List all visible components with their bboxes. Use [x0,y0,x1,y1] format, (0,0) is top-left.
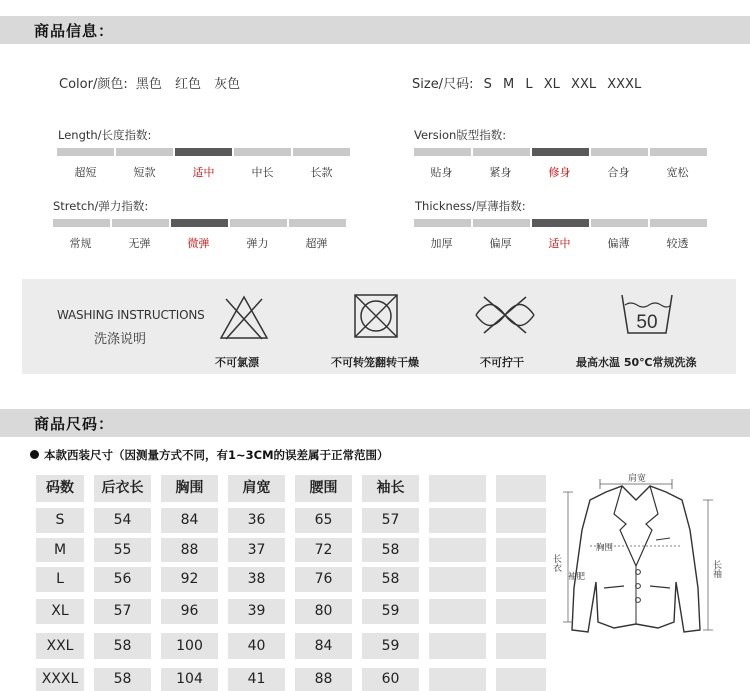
meter-bar [414,219,471,227]
table-empty-cell [429,475,486,502]
table-cell: 58 [362,538,419,562]
meter-option: 超短 [74,166,97,179]
table-header-cell: 腰围 [295,475,352,502]
meter-option: 微弹 [187,237,210,250]
size-option: S [483,77,492,92]
meter-bar [112,219,169,227]
meter-bar [414,148,471,156]
table-empty-cell [496,633,546,659]
table-header-cell: 肩宽 [228,475,285,502]
meter-option: 适中 [548,237,571,250]
no-tumble-dry-label: 不可转笼翻转干燥 [331,356,419,369]
table-cell: 84 [295,633,352,659]
thickness-meter-label: Thickness/厚薄指数: [415,199,526,213]
length-meter-bars [57,148,350,156]
jacket-diagram [550,470,726,642]
table-empty-cell [496,538,546,562]
meter-option: 加厚 [430,237,453,250]
size-note-text: 本款西装尺寸（因测量方式不同，有1~3CM的误差属于正常范围） [44,448,389,462]
table-cell: 58 [94,668,151,691]
meter-bar-selected [532,219,589,227]
wash-50-icon [620,293,674,337]
table-cell: 41 [228,668,285,691]
stretch-meter-bars [53,219,346,227]
table-cell: 57 [94,599,151,624]
meter-option: 合身 [607,166,630,179]
color-option: 灰色 [214,77,241,92]
meter-bar [473,148,530,156]
meter-option: 无弹 [128,237,151,250]
meter-bar [53,219,110,227]
meter-option: 长款 [310,166,333,179]
version-meter-label: Version版型指数: [414,128,507,142]
version-meter-options [412,164,707,180]
table-cell: XXL [36,633,84,659]
meter-option: 宽松 [666,166,689,179]
size-label: Size/尺码: [412,77,474,92]
table-cell: M [36,538,84,562]
product-info-header [0,16,750,44]
table-empty-cell [429,668,486,691]
size-note [30,447,389,463]
stretch-meter-label: Stretch/弹力指数: [53,199,149,213]
meter-option: 修身 [548,166,571,179]
color-line [59,73,240,92]
table-empty-cell [429,599,486,624]
table-cell: S [36,508,84,533]
thickness-meter-options [412,235,707,251]
meter-option: 中长 [251,166,274,179]
table-cell: 59 [362,599,419,624]
table-cell: 92 [161,567,218,592]
bullet-icon [30,450,39,459]
table-cell: 100 [161,633,218,659]
table-cell: 58 [362,567,419,592]
diagram-waist-label: 袖肥 [568,572,586,582]
wash-50-label: 最高水温 50℃常规洗涤 [576,356,697,369]
table-header-cell: 胸围 [161,475,218,502]
stretch-meter-options [51,235,346,251]
table-cell: 72 [295,538,352,562]
table-cell: XXXL [36,668,84,691]
table-cell: 58 [94,633,151,659]
meter-bar-selected [175,148,232,156]
table-empty-cell [429,567,486,592]
diagram-length-label: 长衣 [551,554,561,572]
table-cell: 39 [228,599,285,624]
washing-title: WASHING INSTRUCTIONS [57,308,205,322]
table-cell: 88 [295,668,352,691]
no-bleach-label: 不可氯漂 [215,356,259,369]
table-empty-cell [496,475,546,502]
table-empty-cell [496,567,546,592]
meter-option: 紧身 [489,166,512,179]
meter-bar [650,219,707,227]
table-cell: 60 [362,668,419,691]
table-cell: 65 [295,508,352,533]
table-cell: 96 [161,599,218,624]
meter-bar [116,148,173,156]
table-cell: 55 [94,538,151,562]
table-cell: 38 [228,567,285,592]
meter-option: 适中 [192,166,215,179]
table-empty-cell [429,633,486,659]
table-cell: 59 [362,633,419,659]
size-option: XXXL [607,77,642,92]
table-cell: 80 [295,599,352,624]
color-option: 黑色 [135,77,162,92]
meter-bar [650,148,707,156]
diagram-sleeve-label: 长袖 [711,560,721,578]
meter-option: 超弹 [305,237,328,250]
table-cell: 56 [94,567,151,592]
meter-option: 常规 [69,237,92,250]
table-cell: 76 [295,567,352,592]
meter-option: 贴身 [430,166,453,179]
size-option: L [525,77,533,92]
size-option: XL [543,77,560,92]
table-cell: 40 [228,633,285,659]
wash-temp: 50 [636,312,658,333]
meter-bar [591,219,648,227]
length-meter-options [56,164,351,180]
table-empty-cell [496,508,546,533]
washing-subtitle: 洗涤说明 [94,332,147,347]
meter-bar [289,219,346,227]
size-option: XXL [571,77,597,92]
no-wring-icon [472,293,538,337]
color-label: Color/颜色: [59,77,128,92]
no-tumble-dry-icon [352,292,400,340]
no-wring-label: 不可拧干 [480,356,524,369]
table-header-cell: 袖长 [362,475,419,502]
table-header-cell: 后衣长 [94,475,151,502]
diagram-chest-label: 胸围 [596,543,614,553]
table-cell: 57 [362,508,419,533]
length-meter-label: Length/长度指数: [58,128,152,142]
thickness-meter-bars [414,219,707,227]
size-option: M [503,77,515,92]
meter-bar [473,219,530,227]
table-cell: XL [36,599,84,624]
table-empty-cell [429,538,486,562]
meter-bar [230,219,287,227]
meter-bar-selected [171,219,228,227]
meter-option: 弹力 [246,237,269,250]
table-cell: 37 [228,538,285,562]
color-option: 红色 [175,77,202,92]
meter-bar [57,148,114,156]
product-info-title: 商品信息： [34,22,115,40]
diagram-shoulder-label: 肩宽 [628,474,647,484]
meter-option: 偏薄 [607,237,630,250]
table-empty-cell [496,668,546,691]
table-cell: L [36,567,84,592]
meter-bar-selected [532,148,589,156]
table-cell: 54 [94,508,151,533]
no-bleach-icon [218,293,270,341]
table-empty-cell [429,508,486,533]
meter-option: 短款 [133,166,156,179]
meter-bar [234,148,291,156]
table-cell: 36 [228,508,285,533]
meter-bar [591,148,648,156]
version-meter-bars [414,148,707,156]
size-section-header [0,409,750,437]
meter-option: 较透 [666,237,689,250]
meter-option: 偏厚 [489,237,512,250]
table-cell: 88 [161,538,218,562]
table-cell: 84 [161,508,218,533]
table-header-cell: 码数 [36,475,84,502]
meter-bar [293,148,350,156]
table-cell: 104 [161,668,218,691]
size-section-title: 商品尺码： [34,415,115,433]
size-line [412,73,641,92]
washing-instructions-panel [22,279,736,374]
table-empty-cell [496,599,546,624]
